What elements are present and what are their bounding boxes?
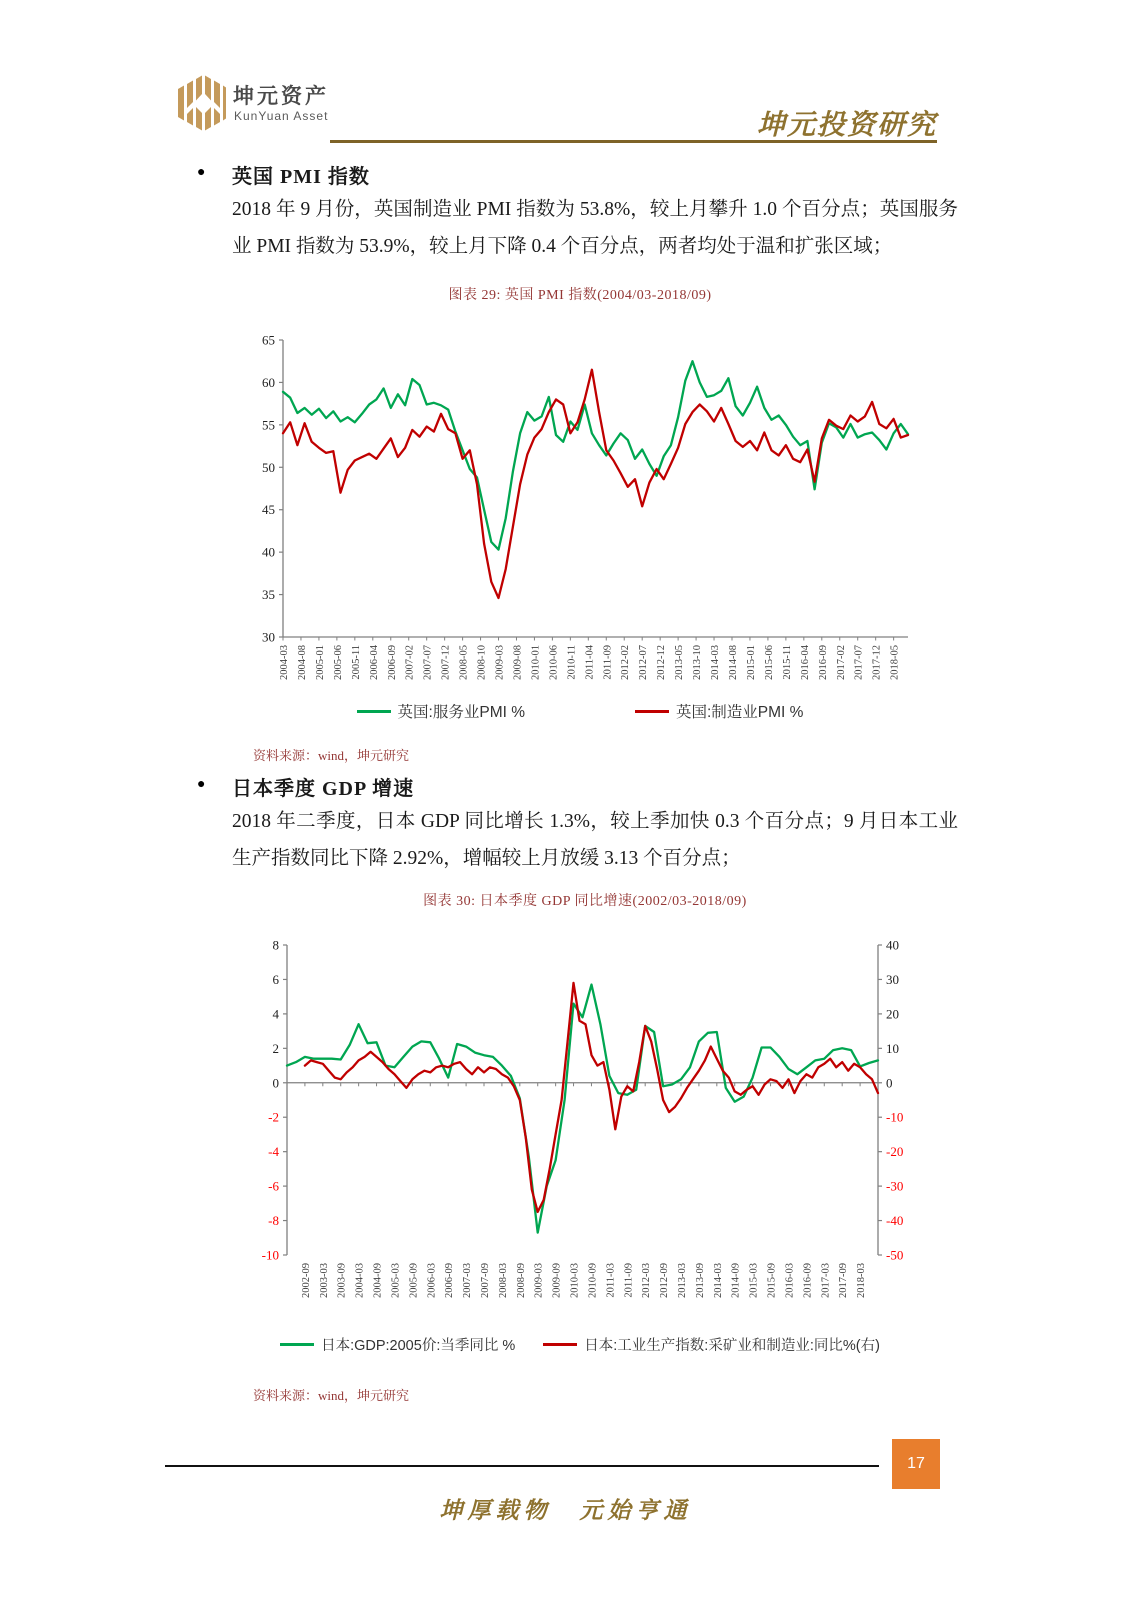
x-tick-label: 2013-03 (677, 1263, 688, 1298)
chart-30-source: 资料来源：wind，坤元研究 (253, 1388, 410, 1403)
x-tick-label: 2014-03 (712, 1263, 724, 1298)
x-tick-label: 2008-05 (458, 645, 470, 680)
bullet-icon: ● (197, 777, 206, 792)
x-tick-label: 2009-09 (551, 1263, 563, 1298)
section-paragraph-japan-gdp: 2018 年二季度，日本 GDP 同比增长 1.3%，较上季加快 0.3 个百分点；9 月日本工业生产指数同比下降 2.92%，增幅较上月放缓 3.13 个百分点； (232, 811, 958, 869)
document-title: 坤元投资研究 (756, 110, 937, 141)
x-tick-label: 2011-04 (584, 645, 596, 680)
x-tick-label: 2014-08 (727, 645, 739, 680)
x-tick-label: 2004-03 (279, 645, 290, 680)
x-tick-label: 2015-03 (748, 1263, 760, 1298)
x-tick-label: 2006-03 (426, 1263, 438, 1298)
y-tick-label: 50 (262, 459, 275, 475)
x-tick-label: 2004-08 (296, 645, 308, 680)
legend-item (280, 1334, 515, 1355)
x-tick-label: 2007-02 (404, 645, 416, 680)
x-tick-label: 2005-06 (332, 645, 344, 680)
x-tick-label: 2013-10 (692, 645, 704, 680)
x-tick-label: 2015-11 (781, 645, 793, 680)
y-tick-label: 60 (262, 374, 275, 390)
series-line (305, 983, 878, 1212)
x-tick-label: 2017-12 (871, 645, 883, 680)
x-tick-label: 2006-09 (386, 645, 398, 680)
y-tick-label: 45 (262, 502, 275, 518)
footer-rule (165, 1465, 879, 1467)
legend-line-swatch (635, 710, 669, 713)
y-tick-label: 2 (272, 1040, 279, 1056)
x-tick-label: 2013-09 (694, 1263, 706, 1298)
y-tick-label: 30 (262, 629, 275, 645)
kunyuan-logo-icon (178, 72, 226, 134)
chart-30-title: 图表 30: 日本季度 GDP 同比增速(2002/03-2018/09) (423, 894, 747, 909)
x-tick-label: 2016-09 (802, 1263, 814, 1298)
y-tick-label: 0 (272, 1075, 279, 1091)
footer-motto: 坤厚载物 元始亨通 (439, 1498, 692, 1523)
x-tick-label: 2008-09 (515, 1263, 527, 1298)
x-tick-label: 2007-03 (462, 1263, 474, 1298)
chart-29-legend (240, 700, 920, 722)
x-tick-label: 2010-03 (569, 1263, 581, 1298)
x-tick-label: 2002-09 (300, 1263, 312, 1298)
x-tick-label: 2010-09 (587, 1263, 599, 1298)
y-tick-label: -10 (886, 1109, 904, 1125)
x-tick-label: 2003-03 (318, 1263, 330, 1298)
x-tick-label: 2012-02 (620, 645, 632, 680)
x-tick-label: 2016-03 (784, 1263, 796, 1298)
legend-item (357, 700, 525, 722)
legend-label: 英国:服务业PMI % (397, 704, 525, 721)
chart-29-source: 资料来源：wind，坤元研究 (253, 748, 410, 763)
x-tick-label: 2006-04 (368, 645, 380, 680)
page-number-badge: 17 (892, 1439, 940, 1489)
legend-line-swatch (357, 710, 391, 713)
y-tick-label: -4 (268, 1144, 279, 1160)
y-tick-label: 6 (272, 971, 279, 987)
y-tick-label: 0 (886, 1075, 893, 1091)
y-tick-label: -50 (886, 1247, 904, 1263)
y-tick-label: -30 (886, 1178, 904, 1194)
x-tick-label: 2004-09 (372, 1263, 384, 1298)
x-tick-label: 2010-06 (548, 645, 560, 680)
x-tick-label: 2015-01 (745, 645, 757, 680)
x-tick-label: 2013-05 (674, 645, 686, 680)
y-tick-label: 4 (272, 1006, 279, 1022)
x-tick-label: 2017-09 (838, 1263, 850, 1298)
x-tick-label: 2018-05 (889, 645, 901, 680)
y-tick-label: -2 (268, 1109, 279, 1125)
y-tick-label: -6 (268, 1178, 279, 1194)
x-tick-label: 2016-04 (799, 645, 811, 680)
x-tick-label: 2012-12 (656, 645, 668, 680)
y-tick-label: 20 (886, 1006, 899, 1022)
x-tick-label: 2012-03 (641, 1263, 653, 1298)
y-tick-label: 30 (886, 971, 899, 987)
legend-label: 日本:工业生产指数:采矿业和制造业:同比%(右) (584, 1338, 880, 1354)
bullet-icon: ● (197, 165, 206, 180)
x-tick-label: 2016-09 (817, 645, 829, 680)
x-tick-label: 2010-11 (566, 645, 578, 680)
section-heading-uk-pmi: 英国 PMI 指数 (232, 166, 370, 188)
x-tick-label: 2018-03 (856, 1263, 868, 1298)
logo-company-name-en: KunYuan Asset (234, 109, 329, 123)
uk-pmi-chart (240, 330, 920, 712)
chart-29-title: 图表 29: 英国 PMI 指数(2004/03-2018/09) (448, 288, 712, 303)
logo-company-name: 坤元资产 (233, 85, 329, 108)
x-tick-label: 2014-03 (710, 645, 722, 680)
legend-line-swatch (543, 1343, 577, 1346)
x-tick-label: 2010-01 (530, 645, 542, 680)
section-heading-japan-gdp: 日本季度 GDP 增速 (232, 778, 415, 800)
y-tick-label: 8 (272, 937, 279, 953)
x-tick-label: 2004-03 (354, 1263, 366, 1298)
y-tick-label: 10 (886, 1040, 899, 1056)
x-tick-label: 2009-03 (533, 1263, 545, 1298)
x-tick-label: 2011-03 (605, 1263, 617, 1298)
japan-gdp-chart (240, 936, 930, 1328)
x-tick-label: 2007-12 (440, 645, 452, 680)
y-tick-label: 55 (262, 417, 275, 433)
y-tick-label: 35 (262, 587, 275, 603)
y-tick-label: -8 (268, 1213, 279, 1229)
legend-item (635, 700, 803, 722)
y-tick-label: 65 (262, 332, 275, 348)
x-tick-label: 2007-09 (480, 1263, 491, 1298)
legend-label: 英国:制造业PMI % (676, 704, 804, 721)
x-tick-label: 2017-07 (853, 645, 865, 680)
x-tick-label: 2017-03 (820, 1263, 832, 1298)
legend-label: 日本:GDP:2005价:当季同比 % (321, 1338, 516, 1354)
x-tick-label: 2012-09 (659, 1263, 671, 1298)
x-tick-label: 2015-06 (763, 645, 775, 680)
y-tick-label: 40 (886, 937, 899, 953)
x-tick-label: 2009-08 (512, 645, 524, 680)
x-tick-label: 2017-02 (835, 645, 847, 680)
section-paragraph-uk-pmi: 2018 年 9 月份，英国制造业 PMI 指数为 53.8%，较上月攀升 1.0 个百分点；英国服务业 PMI 指数为 53.9%，较上月下降 0.4 个百分点，两者均处于温和扩张区域； (232, 199, 958, 257)
x-tick-label: 2011-09 (602, 645, 614, 680)
y-tick-label: -20 (886, 1144, 904, 1160)
x-tick-label: 2008-03 (497, 1263, 509, 1298)
x-tick-label: 2005-03 (390, 1263, 402, 1298)
y-tick-label: -40 (886, 1213, 904, 1229)
x-tick-label: 2005-09 (408, 1263, 420, 1298)
y-tick-label: 40 (262, 544, 275, 560)
x-tick-label: 2003-09 (336, 1263, 348, 1298)
x-tick-label: 2009-03 (494, 645, 506, 680)
x-tick-label: 2015-09 (766, 1263, 778, 1298)
x-tick-label: 2014-09 (730, 1263, 742, 1298)
x-tick-label: 2005-11 (350, 645, 362, 680)
x-tick-label: 2006-09 (444, 1263, 456, 1298)
x-tick-label: 2007-07 (422, 645, 434, 680)
chart-30-legend (230, 1334, 930, 1355)
x-tick-label: 2005-01 (314, 645, 326, 680)
x-tick-label: 2008-10 (476, 645, 488, 680)
x-tick-label: 2012-07 (638, 645, 650, 680)
legend-item (543, 1334, 880, 1355)
x-tick-label: 2011-09 (623, 1263, 635, 1298)
legend-line-swatch (280, 1343, 314, 1346)
y-tick-label: -10 (261, 1247, 279, 1263)
